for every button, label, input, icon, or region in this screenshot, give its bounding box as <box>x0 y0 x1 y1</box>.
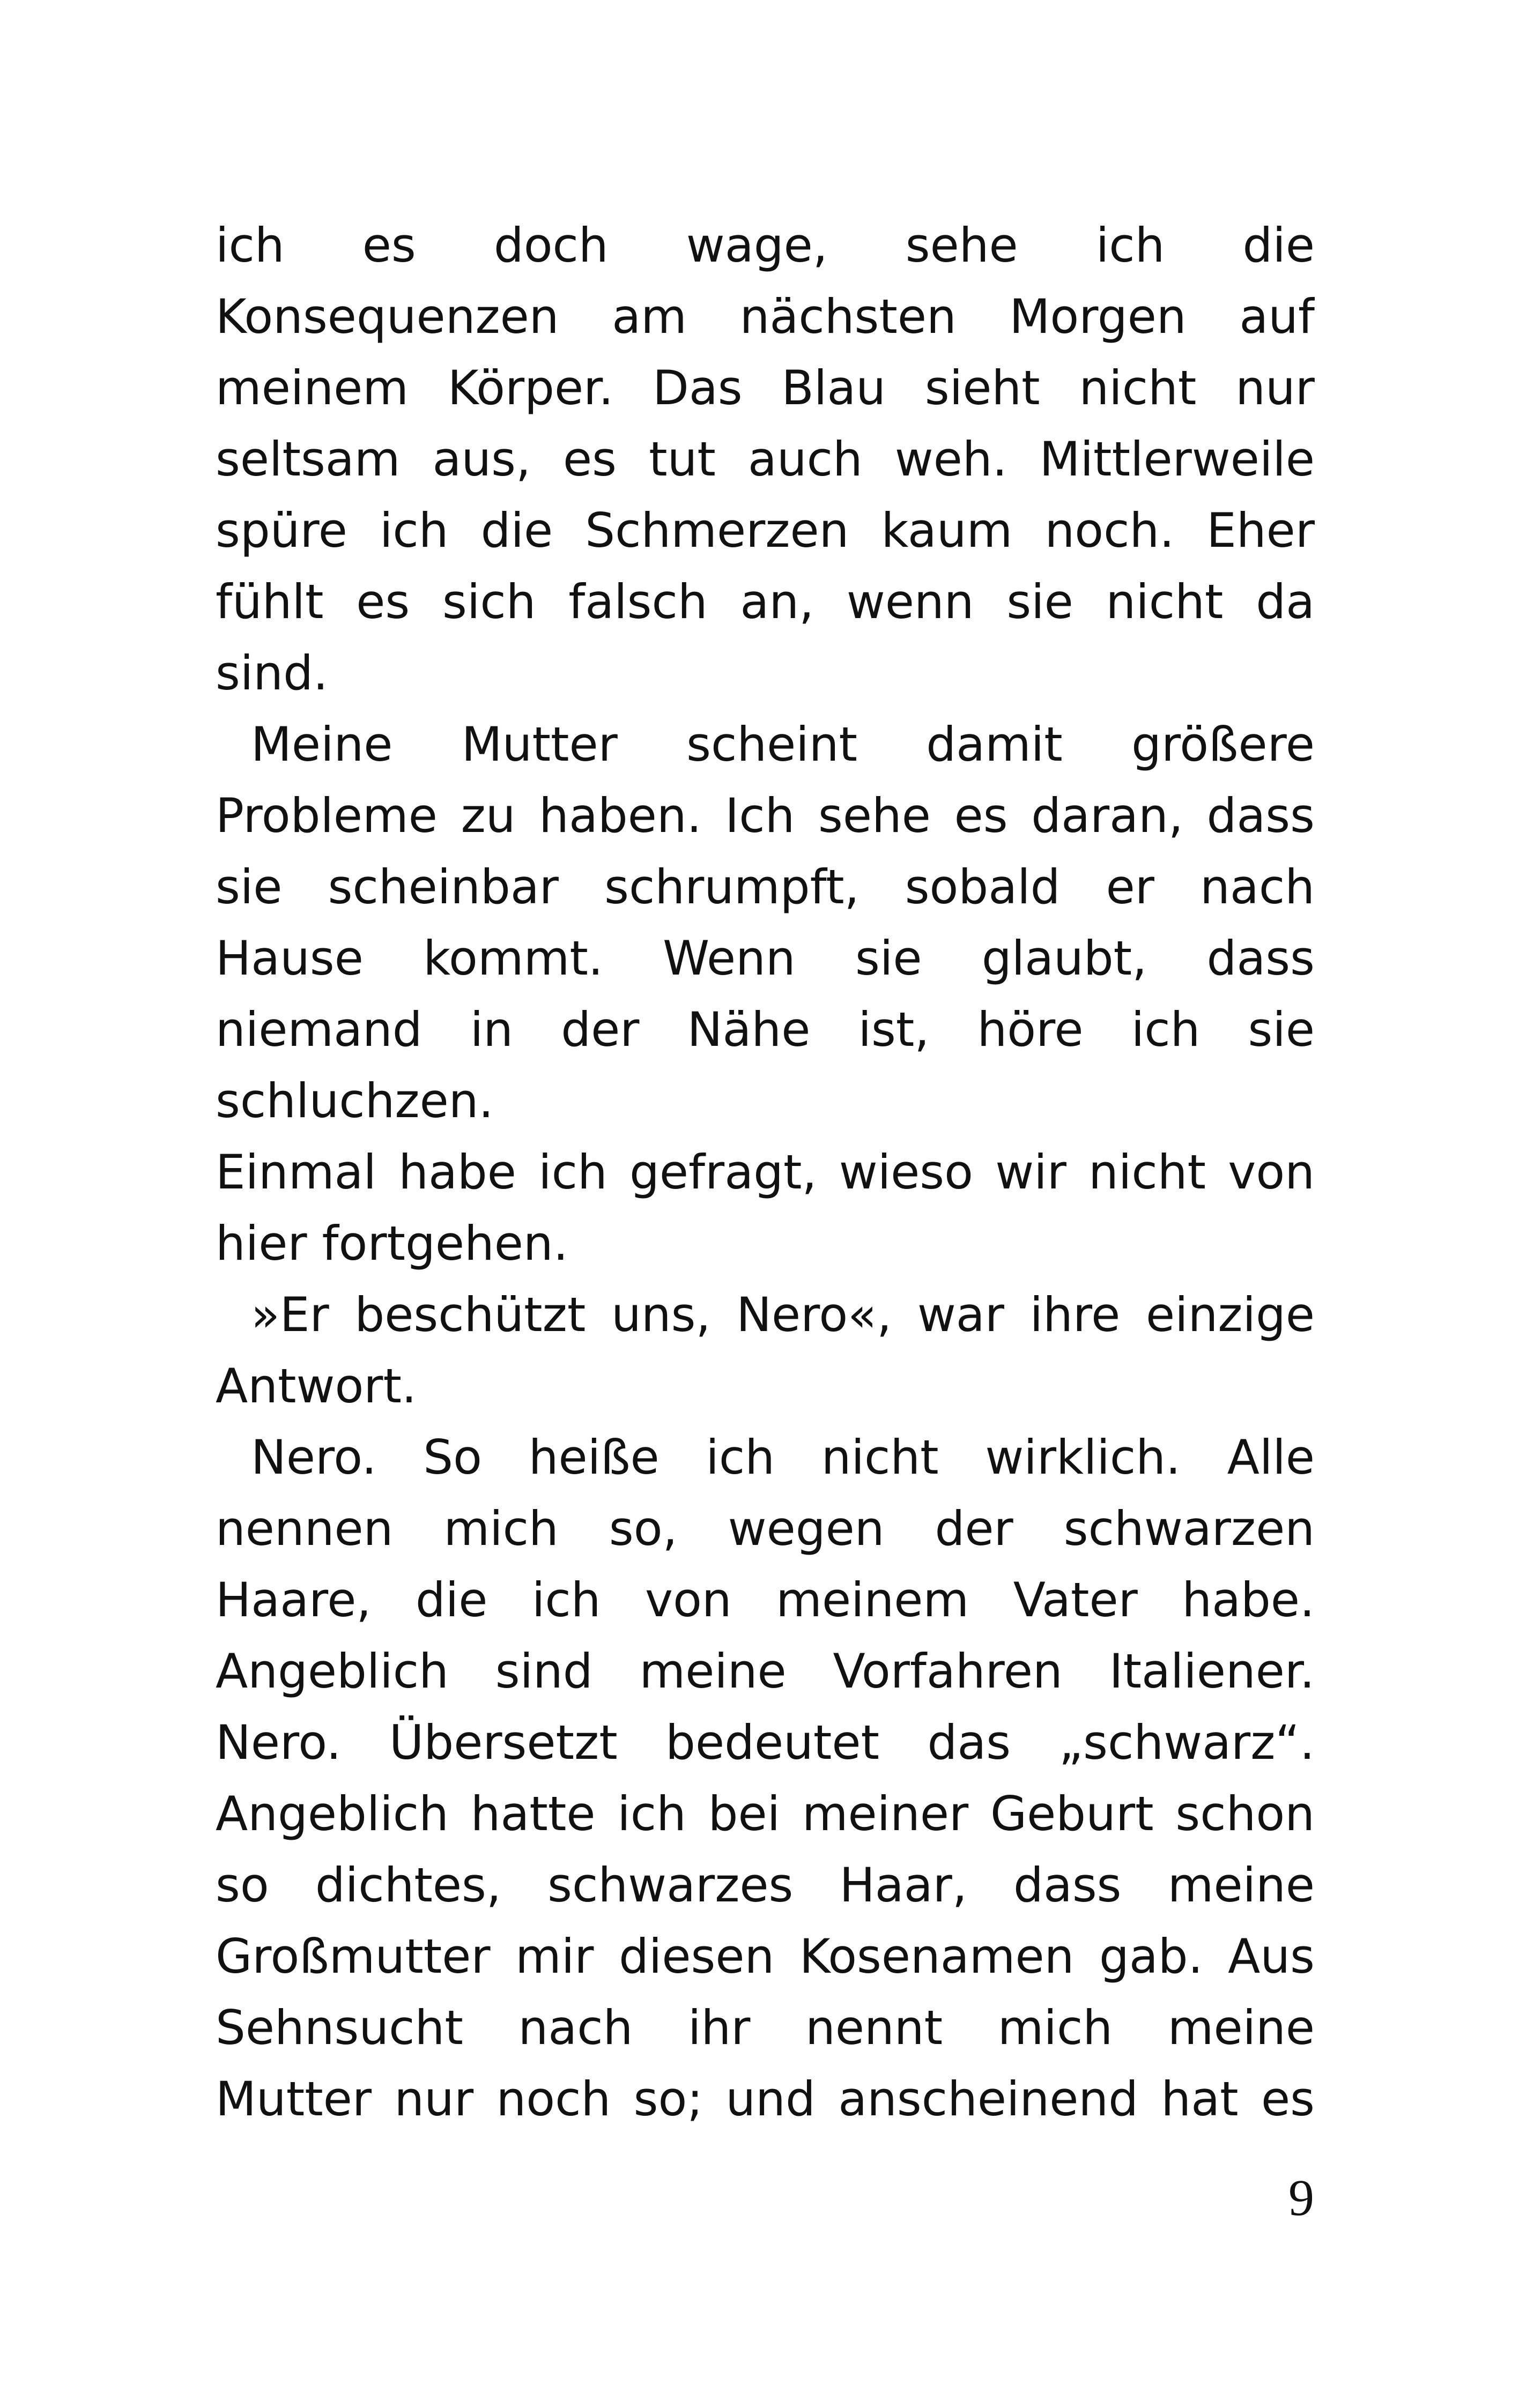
text-line: niemand in der Nähe ist, höre ich sie <box>216 1002 1315 1057</box>
text-line: Antwort. <box>216 1358 417 1414</box>
text-line: Hause kommt. Wenn sie glaubt, dass <box>216 931 1315 986</box>
body-text <box>216 210 1315 2135</box>
text-line: ich es doch wage, sehe ich die <box>216 218 1315 273</box>
text-line: spüre ich die Schmerzen kaum noch. Eher <box>216 503 1315 558</box>
text-line: sie scheinbar schrumpft, sobald er nach <box>216 859 1315 915</box>
text-line: sind. <box>216 645 328 701</box>
text-line: Einmal habe ich gefragt, wieso wir nicht von <box>216 1144 1315 1200</box>
text-line: Nero. So heiße ich nicht wirklich. Alle <box>251 1430 1315 1485</box>
text-line: hier fortgehen. <box>216 1216 568 1271</box>
text-line: Haare, die ich von meinem Vater habe. <box>216 1572 1315 1627</box>
text-line: Mutter nur noch so; und anscheinend hat es <box>216 2071 1315 2127</box>
text-line: Angeblich sind meine Vorfahren Italiener. <box>216 1644 1315 1699</box>
text-line: Großmutter mir diesen Kosenamen gab. Aus <box>216 1929 1315 1984</box>
text-line: Probleme zu haben. Ich sehe es daran, dass <box>216 788 1315 843</box>
text-line: nennen mich so, wegen der schwarzen <box>216 1501 1315 1556</box>
text-line: meinem Körper. Das Blau sieht nicht nur <box>216 360 1315 415</box>
text-line: so dichtes, schwarzes Haar, dass meine <box>216 1857 1315 1913</box>
text-line: Sehnsucht nach ihr nennt mich meine <box>216 2000 1315 2055</box>
text-line: Konsequenzen am nächsten Morgen auf <box>216 289 1315 344</box>
text-line: seltsam aus, es tut auch weh. Mittlerweile <box>216 432 1315 487</box>
text-line: fühlt es sich falsch an, wenn sie nicht da <box>216 574 1315 629</box>
page-number: 9 <box>1288 2169 1314 2226</box>
text-line: Angeblich hatte ich bei meiner Geburt schon <box>216 1786 1315 1841</box>
text-line: Meine Mutter scheint damit größere <box>251 717 1315 772</box>
text-line: schluchzen. <box>216 1073 494 1128</box>
text-line: Nero. Übersetzt bedeutet das „schwarz“. <box>216 1715 1315 1770</box>
text-line: »Er beschützt uns, Nero«, war ihre einzige <box>251 1287 1315 1342</box>
